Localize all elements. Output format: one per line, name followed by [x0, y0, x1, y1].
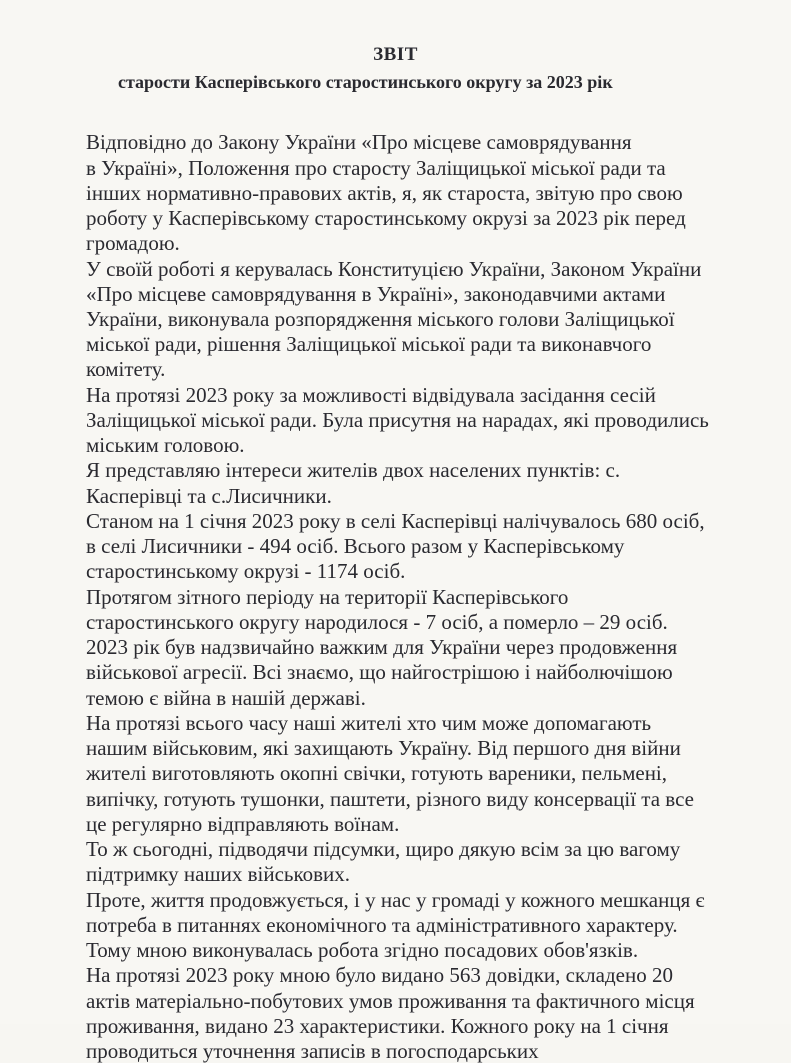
text-line: Касперівці та с.Лисичники. [86, 484, 332, 508]
text-line: 2023 рік був надзвичайно важким для України через продовження [86, 635, 678, 659]
text-line: Протягом зітного періоду на території Касперівського [86, 585, 569, 609]
text-line: Тому мною виконувалась робота згідно посадових обов'язків. [86, 938, 639, 962]
text-line: старостинського округу народилося - 7 осіб, а померло – 29 осіб. [86, 610, 668, 634]
text-line: Заліщицької міської ради. Була присутня на нарадах, які проводились [86, 408, 709, 432]
text-line: це регулярно відправляють воїнам. [86, 812, 400, 836]
text-line: На протязі 2023 року за можливості відвідувала засідання сесій [86, 383, 656, 407]
text-line: роботу у Касперівському старостинському окрузі за 2023 рік перед [86, 206, 686, 230]
text-line: в селі Лисичники - 494 осіб. Всього разом у Касперівському [86, 534, 625, 558]
text-line: нашим військовим, які захищають Україну. Від першого дня війни [86, 736, 681, 760]
text-line: Я представляю інтереси жителів двох населених пунктів: с. [86, 458, 621, 482]
text-line: На протязі 2023 року мною було видано 563 довідки, складено 20 [86, 963, 673, 987]
text-line: актів матеріально-побутових умов проживання та фактичного місця [86, 989, 695, 1013]
text-line: України, виконувала розпорядження міського голови Заліщицької [86, 307, 675, 331]
text-line: громадою. [86, 231, 180, 255]
text-line: підтримку наших військових. [86, 862, 351, 886]
text-line: То ж сьогодні, підводячи підсумки, щиро дякую всім за цю вагому [86, 837, 681, 861]
text-line: комітету. [86, 357, 166, 381]
text-line: випічку, готують тушонки, паштети, різного виду консервації та все [86, 787, 694, 811]
document-title: ЗВІТ [373, 44, 418, 65]
text-line: «Про місцеве самоврядування в Україні», законодавчими актами [86, 282, 666, 306]
text-line: Відповідно до Закону України «Про місцеве самоврядування [86, 130, 632, 154]
text-line: інших нормативно-правових актів, я, як староста, звітую про свою [86, 181, 683, 205]
text-line: в Україні», Положення про старосту Заліщицької міської ради та [86, 156, 666, 180]
text-line: На протязі всього часу наші жителі хто чим може допомагають [86, 711, 652, 735]
document-subtitle: старости Касперівського старостинського округу за 2023 рік [118, 72, 613, 92]
text-line: військової агресії. Всі знаємо, що найгострішою і найболючішою [86, 660, 673, 684]
text-line: потреба в питаннях економічного та адміністративного характеру. [86, 913, 678, 937]
text-line: Проте, життя продовжується, і у нас у громаді у кожного мешканця є [86, 888, 705, 912]
text-line: міської ради, рішення Заліщицької міської ради та виконавчого [86, 332, 652, 356]
text-line: темою є війна в нашій державі. [86, 686, 366, 710]
text-line: міським головою. [86, 433, 245, 457]
text-line: проживання, видано 23 характеристики. Кожного року на 1 січня [86, 1014, 669, 1038]
text-line: У своїй роботі я керувалась Конституцією України, Законом України [86, 257, 702, 281]
text-line: Станом на 1 січня 2023 року в селі Касперівці налічувалось 680 осіб, [86, 509, 705, 533]
text-line: проводиться уточнення записів в погосподарських [86, 1039, 539, 1063]
text-line: жителі виготовляють окопні свічки, готують вареники, пельмені, [86, 761, 668, 785]
text-line: старостинському окрузі - 1174 осіб. [86, 559, 406, 583]
